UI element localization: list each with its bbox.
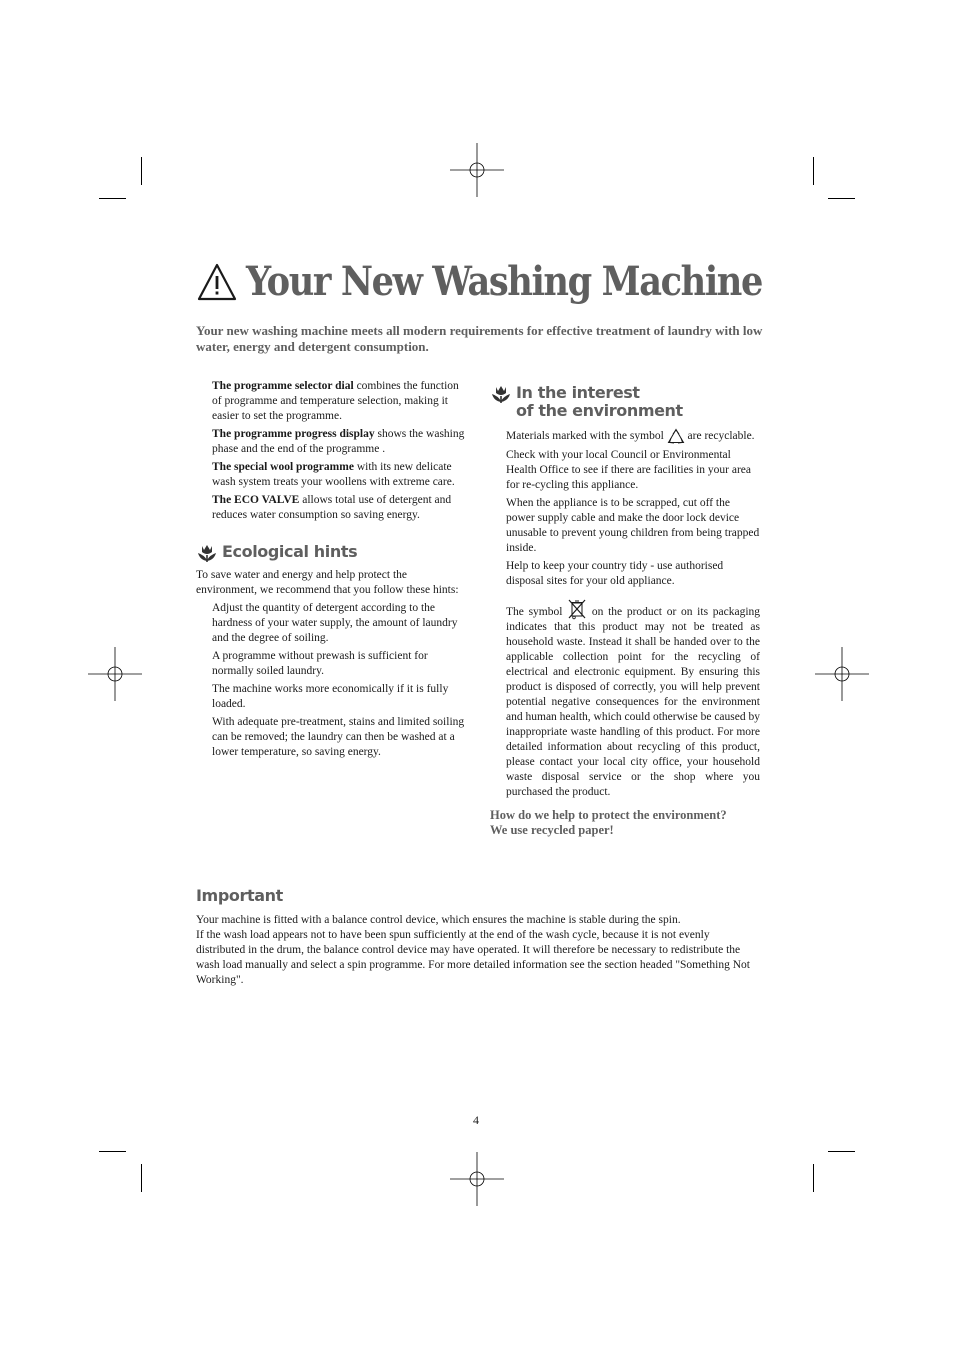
weee-paragraph: The symbol on the product or on its packaging indicates that this product may not be treated as household waste. Instead it shall be handed over to the applicable collection point for the recycling of electrical and electronic equipment. By ensuring this product is disposed of correctly, you will help prevent potential negative consequences for the environment and human health, which could otherwise be caused by inappropriate waste handling of this product. For more detailed information about recycling of this product, please contact your local city office, your household waste disposal service or the shop where you purchased the product. <box>506 598 760 800</box>
environment-paragraph: Help to keep your country tidy - use authorised disposal sites for your old appliance. <box>506 560 724 587</box>
important-line: If the wash load appears not to have been spun sufficiently at the end of the wash cycle, because it is not evenly distributed in the drum, the balance control device may have operated. It will therefore be necessary to redistribute the wash load manually and select a spin programme. For more detailed information see the section headed "Something Not Working". <box>196 929 750 986</box>
feature-item: The ECO VALVE allows total use of detergent and reduces water consumption so saving energy. <box>212 494 452 521</box>
crop-mark <box>141 157 142 185</box>
page-title: Your New Washing Machine <box>246 258 762 305</box>
page-title-row <box>196 258 832 305</box>
environment-heading-line2: of the environment <box>516 401 683 420</box>
crop-mark <box>99 1151 126 1152</box>
important-line: Your machine is fitted with a balance control device, which ensures the machine is stable during the spin. <box>196 914 681 926</box>
registration-mark-icon <box>450 1152 504 1206</box>
important-body <box>196 913 761 988</box>
environment-paragraph: When the appliance is to be scrapped, cut off the power supply cable and make the door lock device unusable to prevent young children from being trapped inside. <box>506 497 760 554</box>
crop-mark <box>141 1164 142 1192</box>
eco-hint-item: With adequate pre-treatment, stains and limited soiling can be removed; the laundry can then be washed at a lower temperature, so saving energy. <box>212 716 465 758</box>
feature-item: The programme selector dial combines the function of programme and temperature selection, making it easier to set the programme. <box>212 380 459 422</box>
recycle-icon <box>667 428 685 445</box>
intro-text: Your new washing machine meets all modern requirements for effective treatment of laundry with low water, energy and detergent consumption. <box>196 323 763 354</box>
environment-paragraph: Check with your local Council or Environmental Health Office to see if there are facilities in your area for re-cycling this appliance. <box>506 449 751 491</box>
crop-mark <box>828 1151 855 1152</box>
environment-section <box>490 384 760 838</box>
tulip-icon <box>490 384 512 404</box>
crop-mark <box>828 198 855 199</box>
features-list <box>212 379 466 526</box>
eco-hint-item: The machine works more economically if it is fully loaded. <box>212 683 449 710</box>
registration-mark-icon <box>88 647 142 701</box>
registration-mark-icon <box>815 647 869 701</box>
environment-heading <box>490 384 760 420</box>
eco-hints-heading <box>196 543 466 563</box>
crop-mark <box>813 1164 814 1192</box>
recycle-note: Materials marked with the symbol are recyclable. <box>506 428 760 445</box>
eco-hint-item: Adjust the quantity of detergent according to the hardness of your water supply, the amount of laundry and the degree of soiling. <box>212 602 458 644</box>
tulip-icon <box>196 543 218 563</box>
important-heading: Important <box>196 886 283 905</box>
eco-hints-intro: To save water and energy and help protect the environment, we recommend that you follow these hints: <box>196 569 459 596</box>
eco-hints-section <box>196 543 466 763</box>
crossed-bin-icon <box>567 598 587 620</box>
registration-mark-icon <box>450 143 504 197</box>
feature-item: The special wool programme with its new delicate wash system treats your woollens with extreme care. <box>212 461 455 488</box>
crop-mark <box>99 198 126 199</box>
crop-mark <box>813 157 814 185</box>
eco-hints-heading-text: Ecological hints <box>222 542 358 561</box>
page-number: 4 <box>473 1113 479 1127</box>
feature-item: The programme progress display shows the washing phase and the end of the programme . <box>212 428 465 455</box>
recycled-paper-note: How do we help to protect the environment? We use recycled paper! <box>490 808 727 837</box>
eco-hint-item: A programme without prewash is sufficient for normally soiled laundry. <box>212 650 428 677</box>
environment-heading-line1: In the interest <box>516 383 640 402</box>
warning-triangle-icon <box>196 262 238 302</box>
